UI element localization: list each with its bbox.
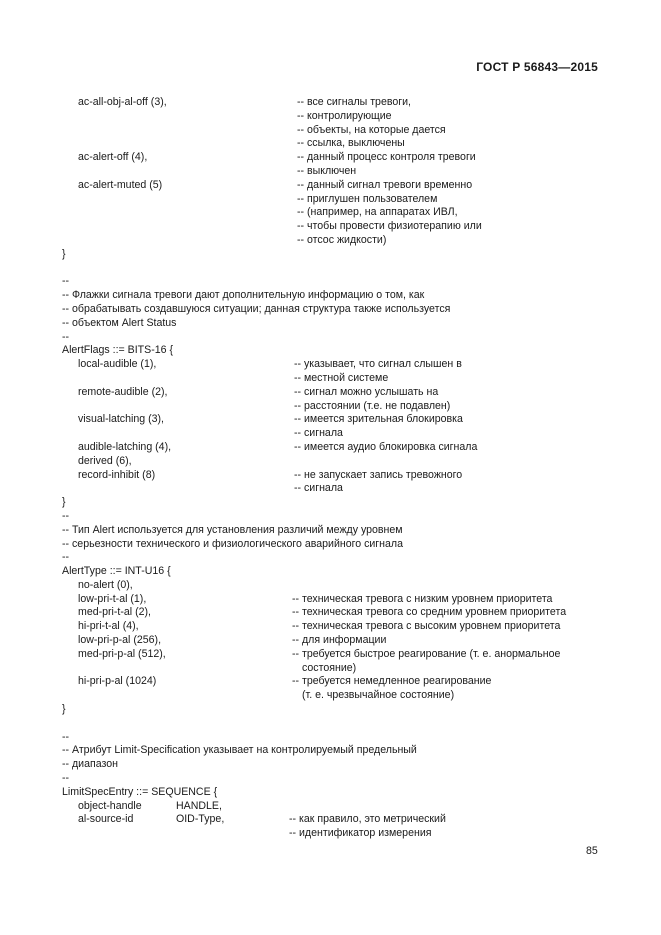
type-name: med-pri-t-al (2), bbox=[78, 606, 151, 619]
enum-comment: -- выключен bbox=[297, 164, 357, 177]
type-name: hi-pri-p-al (1024) bbox=[78, 675, 157, 688]
enum-comment: -- приглушен пользователем bbox=[297, 192, 438, 205]
comment-text: -- bbox=[62, 772, 70, 785]
code-line bbox=[0, 482, 661, 496]
comment-line bbox=[0, 317, 661, 331]
type-name: low-pri-p-al (256), bbox=[78, 634, 162, 647]
flag-comment: -- сигнала bbox=[294, 427, 343, 440]
comment-text: -- серьезности технического и физиологического аварийного сигнала bbox=[62, 537, 403, 550]
code-line bbox=[0, 179, 661, 193]
type-comment: -- техническая тревога с низким уровнем приоритета bbox=[292, 592, 553, 605]
field-comment: -- как правило, это метрический bbox=[289, 813, 446, 826]
code-line bbox=[0, 372, 661, 386]
flag-name: visual-latching (3), bbox=[78, 413, 164, 426]
enum-name: ac-alert-muted (5) bbox=[78, 178, 163, 191]
code-line bbox=[0, 813, 661, 827]
enum-comment: -- ссылка, выключены bbox=[297, 137, 405, 150]
comment-text: -- объектом Alert Status bbox=[62, 316, 177, 329]
declaration-text: AlertType ::= INT-U16 { bbox=[62, 565, 171, 578]
enum-comment: -- объекты, на которые дается bbox=[297, 123, 446, 136]
declaration-text: AlertFlags ::= BITS-16 { bbox=[62, 344, 173, 357]
declaration-text: LimitSpecEntry ::= SEQUENCE { bbox=[62, 785, 218, 798]
field-name: al-source-id bbox=[78, 813, 134, 826]
code-line bbox=[0, 662, 661, 676]
code-line bbox=[0, 689, 661, 703]
code-line bbox=[0, 427, 661, 441]
code-line bbox=[0, 234, 661, 248]
flag-comment: -- сигнала bbox=[294, 482, 343, 495]
type-comment: -- требуется быстрое реагирование (т. е. анормальное bbox=[292, 647, 561, 660]
type-comment: -- техническая тревога со средним уровнем приоритета bbox=[292, 606, 567, 619]
code-line bbox=[0, 220, 661, 234]
code-line bbox=[0, 469, 661, 483]
comment-line bbox=[0, 744, 661, 758]
comment-line bbox=[0, 551, 661, 565]
code-line bbox=[0, 248, 661, 262]
code-line bbox=[0, 400, 661, 414]
comment-line bbox=[0, 772, 661, 786]
standard-header: ГОСТ Р 56843—2015 bbox=[476, 60, 598, 74]
type-name: med-pri-p-al (512), bbox=[78, 647, 166, 660]
code-line bbox=[0, 579, 661, 593]
page-number: 85 bbox=[586, 845, 598, 857]
comment-text: -- bbox=[62, 509, 70, 522]
code-line bbox=[0, 193, 661, 207]
comment-text: -- обрабатывать создавшуюся ситуации; данная структура также используется bbox=[62, 302, 451, 315]
code-line bbox=[0, 165, 661, 179]
enum-name: ac-alert-off (4), bbox=[78, 151, 148, 164]
type-name: hi-pri-t-al (4), bbox=[78, 620, 139, 633]
comment-text: -- bbox=[62, 275, 70, 288]
type-declaration bbox=[0, 786, 661, 800]
type-declaration bbox=[0, 344, 661, 358]
code-line bbox=[0, 455, 661, 469]
comment-text: -- bbox=[62, 330, 70, 343]
code-line bbox=[0, 358, 661, 372]
flag-name: local-audible (1), bbox=[78, 358, 157, 371]
comment-line bbox=[0, 524, 661, 538]
field-name: object-handle bbox=[78, 799, 142, 812]
code-line bbox=[0, 151, 661, 165]
code-line bbox=[0, 96, 661, 110]
field-type: OID-Type, bbox=[176, 813, 225, 826]
code-line bbox=[0, 413, 661, 427]
document-body bbox=[0, 96, 661, 841]
closing-brace: } bbox=[62, 496, 66, 509]
enum-comment: -- отсос жидкости) bbox=[297, 233, 387, 246]
code-line bbox=[0, 137, 661, 151]
enum-comment: -- контролирующие bbox=[297, 109, 392, 122]
flag-comment: -- расстоянии (т.е. не подавлен) bbox=[294, 399, 451, 412]
type-comment: -- требуется немедленное реагирование bbox=[292, 675, 492, 688]
flag-comment: -- сигнал можно услышать на bbox=[294, 385, 439, 398]
comment-line bbox=[0, 758, 661, 772]
flag-comment: -- местной системе bbox=[294, 371, 389, 384]
type-declaration bbox=[0, 565, 661, 579]
comment-text: -- bbox=[62, 551, 70, 564]
closing-brace: } bbox=[62, 703, 66, 716]
type-comment: (т. е. чрезвычайное состояние) bbox=[302, 689, 455, 702]
code-line bbox=[0, 703, 661, 717]
code-line bbox=[0, 593, 661, 607]
comment-text: -- Атрибут Limit-Specification указывает на контролируемый предельный bbox=[62, 744, 417, 757]
flag-comment: -- имеется аудио блокировка сигнала bbox=[294, 440, 478, 453]
comment-line bbox=[0, 538, 661, 552]
comment-line bbox=[0, 331, 661, 345]
flag-name: audible-latching (4), bbox=[78, 440, 172, 453]
field-comment: -- идентификатор измерения bbox=[289, 827, 432, 840]
code-line bbox=[0, 110, 661, 124]
comment-text: -- bbox=[62, 730, 70, 743]
code-line bbox=[0, 441, 661, 455]
blank-line bbox=[0, 717, 661, 731]
comment-text: -- диапазон bbox=[62, 758, 118, 771]
comment-line bbox=[0, 731, 661, 745]
type-comment: -- техническая тревога с высоким уровнем приоритета bbox=[292, 620, 561, 633]
enum-comment: -- все сигналы тревоги, bbox=[297, 96, 411, 108]
flag-comment: -- имеется зрительная блокировка bbox=[294, 413, 463, 426]
flag-comment: -- не запускает запись тревожного bbox=[294, 468, 463, 481]
code-line bbox=[0, 206, 661, 220]
blank-line bbox=[0, 262, 661, 276]
code-line bbox=[0, 634, 661, 648]
flag-comment: -- указывает, что сигнал слышен в bbox=[294, 358, 462, 371]
flag-name: remote-audible (2), bbox=[78, 385, 168, 398]
code-line bbox=[0, 606, 661, 620]
field-type: HANDLE, bbox=[176, 799, 222, 812]
code-line bbox=[0, 496, 661, 510]
comment-line bbox=[0, 275, 661, 289]
flag-name: derived (6), bbox=[78, 454, 132, 467]
enum-comment: -- данный сигнал тревоги временно bbox=[297, 178, 473, 191]
type-name: no-alert (0), bbox=[78, 578, 133, 591]
code-line bbox=[0, 124, 661, 138]
comment-text: -- Тип Alert используется для установления различий между уровнем bbox=[62, 523, 403, 536]
code-line bbox=[0, 386, 661, 400]
comment-line bbox=[0, 289, 661, 303]
comment-text: -- Флажки сигнала тревоги дают дополнительную информацию о том, как bbox=[62, 289, 425, 302]
comment-line bbox=[0, 510, 661, 524]
flag-name: record-inhibit (8) bbox=[78, 468, 156, 481]
comment-line bbox=[0, 303, 661, 317]
enum-comment: -- (например, на аппаратах ИВЛ, bbox=[297, 206, 458, 219]
code-line bbox=[0, 620, 661, 634]
type-comment: состояние) bbox=[302, 661, 357, 674]
code-line bbox=[0, 648, 661, 662]
enum-comment: -- чтобы провести физиотерапию или bbox=[297, 220, 482, 233]
code-line bbox=[0, 675, 661, 689]
enum-name: ac-all-obj-al-off (3), bbox=[78, 96, 167, 108]
code-line bbox=[0, 827, 661, 841]
type-comment: -- для информации bbox=[292, 634, 387, 647]
closing-brace: } bbox=[62, 247, 66, 260]
code-line bbox=[0, 800, 661, 814]
enum-comment: -- данный процесс контроля тревоги bbox=[297, 151, 476, 164]
type-name: low-pri-t-al (1), bbox=[78, 592, 147, 605]
